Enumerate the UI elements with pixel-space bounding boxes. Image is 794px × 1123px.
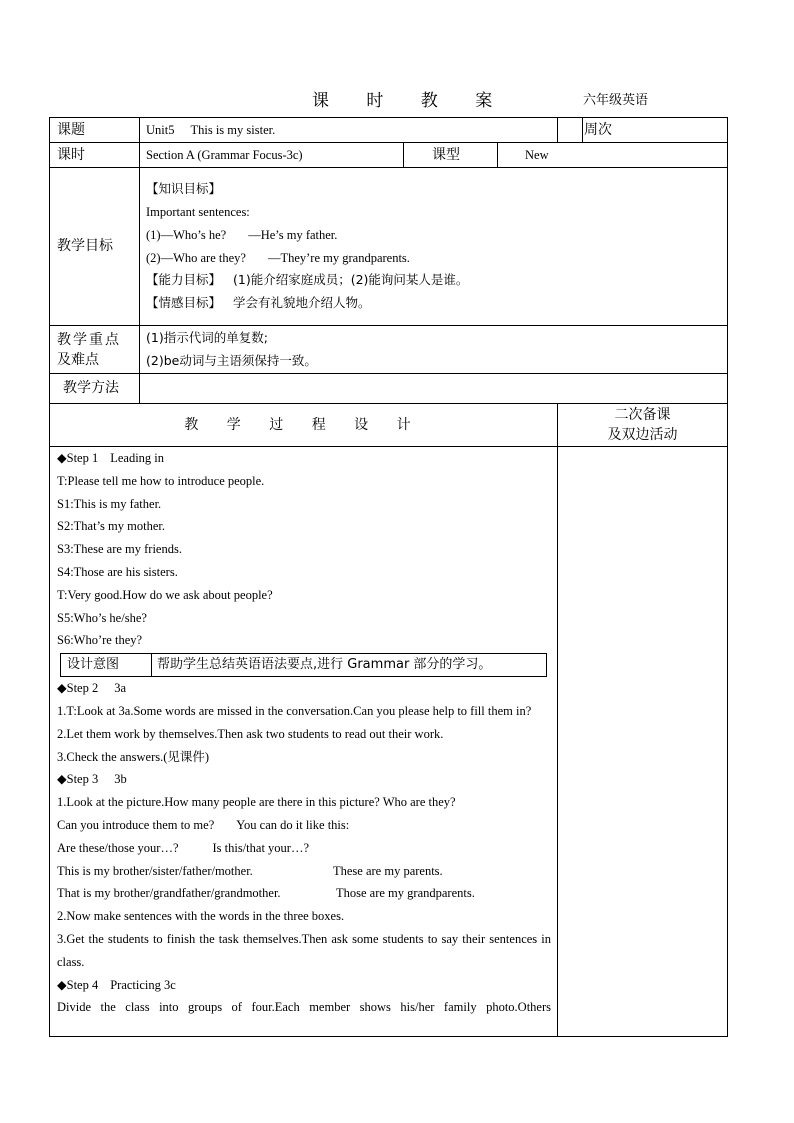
step3-line5-part-b: Those are my grandparents. xyxy=(336,886,475,901)
backup-heading xyxy=(558,404,728,447)
step1-title: ◆Step 1 xyxy=(57,451,99,465)
step3-line xyxy=(57,814,551,837)
step3-line xyxy=(57,882,551,905)
step1-name: Leading in xyxy=(110,451,165,465)
question-1: (1)—Who’s he? xyxy=(146,227,227,242)
step3-line2-part-b: You can do it like this: xyxy=(236,817,350,832)
type-value: New xyxy=(498,143,728,168)
step1-line: S2:That’s my mother. xyxy=(57,519,165,534)
key-points-label-line2: 及难点 xyxy=(57,351,99,368)
step2-heading xyxy=(57,677,551,700)
week-label: 周次 xyxy=(558,118,583,143)
step2-line: 1.T:Look at 3a.Some words are missed in the conversation.Can you please help to fill them in? xyxy=(57,703,532,718)
step3-line5-part-a: That is my brother/grandfather/grandmother. xyxy=(57,886,281,901)
topic-label: 课题 xyxy=(50,118,140,143)
type-label: 课型 xyxy=(404,143,498,168)
emotion-goal xyxy=(146,292,727,315)
design-intent-text: 帮助学生总结英语语法要点,进行 Grammar 部分的学习。 xyxy=(157,657,492,673)
unit-title: This is my sister. xyxy=(190,122,276,137)
process-heading: 教 学 过 程 设 计 xyxy=(50,404,558,447)
step3-line4-part-a: This is my brother/sister/father/mother. xyxy=(57,863,253,878)
step2-line: 3.Check the answers.(见课件) xyxy=(57,749,210,764)
design-intent-box xyxy=(60,653,547,677)
key-point-2: (2)be动词与主语须保持一致。 xyxy=(146,352,317,368)
step3-line3-part-b: Is this/that your…? xyxy=(212,840,310,855)
step4-heading xyxy=(57,974,551,997)
step2-name: 3a xyxy=(114,681,127,696)
key-points-label xyxy=(50,326,140,374)
question-2: (2)—Who are they? xyxy=(146,250,246,265)
step1-line: S1:This is my father. xyxy=(57,496,162,511)
step4-title: ◆Step 4 xyxy=(57,977,99,992)
process-content xyxy=(50,447,558,1037)
knowledge-goal-title: 【知识目标】 xyxy=(146,181,222,197)
ability-goal-text: (1)能介绍家庭成员；(2)能询问某人是谁。 xyxy=(233,272,469,288)
step3-line: 3.Get the students to finish the task themselves.Then ask some students to say their sentences in class. xyxy=(57,931,551,969)
step1-line: S3:These are my friends. xyxy=(57,542,182,557)
step1-line: S6:Who’re they? xyxy=(57,633,143,648)
step3-name: 3b xyxy=(114,772,127,787)
step1-line: T:Very good.How do we ask about people? xyxy=(57,587,273,602)
method-label: 教学方法 xyxy=(50,374,140,404)
emotion-goal-text: 学会有礼貌地介绍人物。 xyxy=(233,295,371,311)
important-sentences-label: Important sentences: xyxy=(146,204,250,219)
step1-line: T:Please tell me how to introduce people. xyxy=(57,473,265,488)
step3-line: 1.Look at the picture.How many people are there in this picture? Who are they? xyxy=(57,795,456,810)
lesson-plan-table xyxy=(49,117,728,1037)
goals-label: 教学目标 xyxy=(50,168,140,326)
step3-line4-part-b: These are my parents. xyxy=(333,863,443,878)
method-value xyxy=(140,374,728,404)
sentence-pair-1 xyxy=(146,224,727,247)
key-points-content xyxy=(140,326,728,374)
step4-line: Divide the class into groups of four.Each member shows his/her family photo.Others xyxy=(57,1000,551,1015)
backup-heading-line1: 二次备课 xyxy=(614,407,671,423)
step4-name: Practicing 3c xyxy=(110,977,176,992)
step3-title: ◆Step 3 xyxy=(57,772,99,787)
step1-line: S5:Who’s he/she? xyxy=(57,610,147,625)
answer-2: —They’re my grandparents. xyxy=(267,250,410,265)
sentence-pair-2 xyxy=(146,247,727,270)
step2-title: ◆Step 2 xyxy=(57,681,99,696)
step3-heading xyxy=(57,768,551,791)
document-title: 课 时 教 案 xyxy=(312,91,509,111)
backup-notes-column xyxy=(558,447,728,1037)
step3-line: 2.Now make sentences with the words in the three boxes. xyxy=(57,909,345,924)
unit-number: Unit5 xyxy=(146,122,175,137)
ability-goal-title: 【能力目标】 xyxy=(146,272,222,288)
design-intent-label: 设计意图 xyxy=(61,654,152,676)
period-value: Section A (Grammar Focus-3c) xyxy=(140,143,404,168)
step2-line: 2.Let them work by themselves.Then ask two students to read out their work. xyxy=(57,726,444,741)
step3-line3-part-a: Are these/those your…? xyxy=(57,840,179,855)
goals-content xyxy=(140,168,728,326)
backup-heading-line2: 及双边活动 xyxy=(607,427,678,443)
key-point-1: (1)指示代词的单复数; xyxy=(146,329,268,345)
emotion-goal-title: 【情感目标】 xyxy=(146,295,222,311)
step3-line xyxy=(57,860,551,883)
grade-subject: 六年级英语 xyxy=(583,93,649,108)
step3-line2-part-a: Can you introduce them to me? xyxy=(57,817,215,832)
ability-goal xyxy=(146,269,727,292)
key-points-label-line1: 教学重点 xyxy=(57,331,121,348)
step1-line: S4:Those are his sisters. xyxy=(57,564,178,579)
topic-value xyxy=(140,118,558,143)
period-label: 课时 xyxy=(50,143,140,168)
step1-heading xyxy=(57,447,551,470)
answer-1: —He’s my father. xyxy=(248,227,338,242)
step3-line xyxy=(57,837,551,860)
